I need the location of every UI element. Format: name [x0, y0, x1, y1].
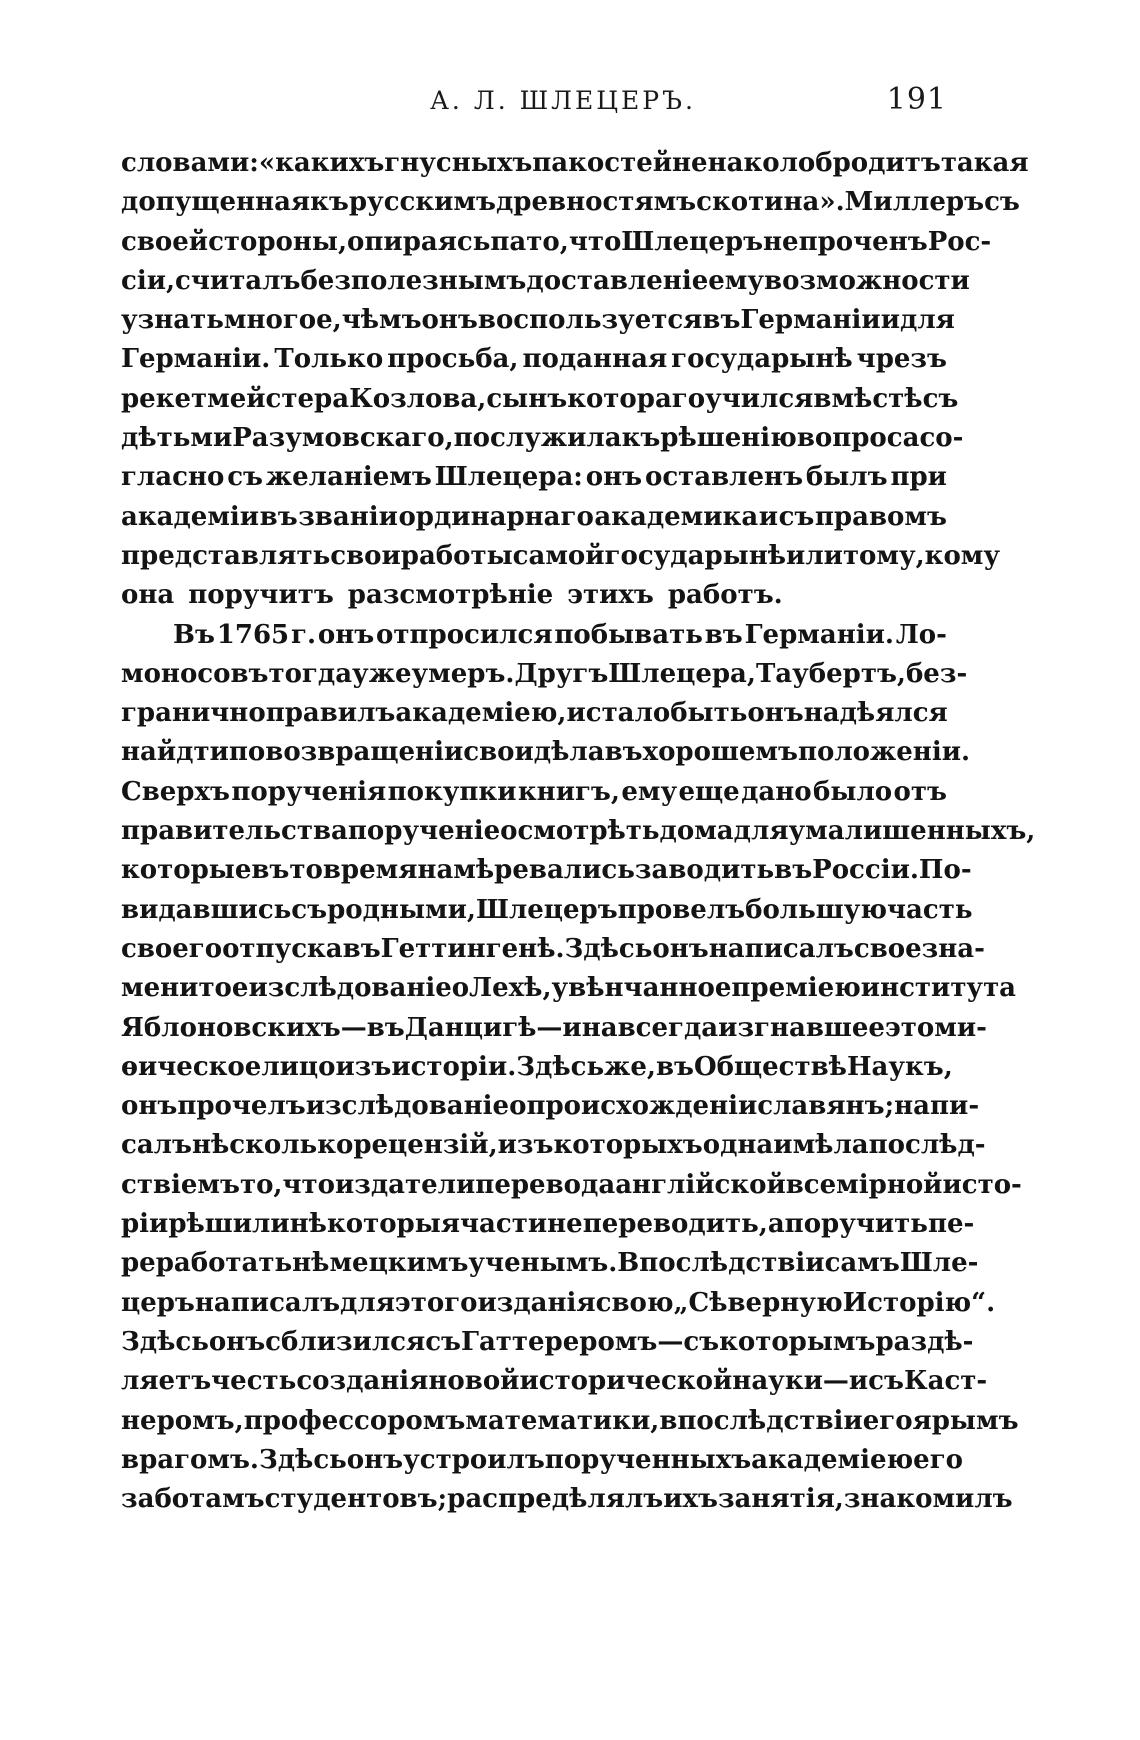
text-line: словами: «какихъ гнусныхъ пакостей не наколобродитъ такая	[121, 148, 1029, 178]
text-line: реработать нѣмецкимъ ученымъ. Впослѣдствіи самъ Шле-	[121, 1248, 979, 1279]
text-line: допущенная къ русскимъ древностямъ скотина». Миллеръ съ	[121, 187, 1020, 218]
text-line: правительства порученіе осмотрѣть дома для умалишенныхъ,	[121, 816, 1036, 847]
text-line: представлять свои работы самой государынѣ или тому, кому	[121, 540, 1001, 571]
text-line: узнать многое, чѣмъ онъ воспользуется въ Германіи и для	[121, 305, 955, 336]
text-line: Въ 1765 г. онъ отпросился побывать въ Германіи. Ло-	[173, 619, 947, 650]
text-line: рекетмейстера Козлова, сынъ котораго учился вмѣстѣ съ	[121, 383, 959, 414]
text-line: ѳическое лицо изъ исторіи. Здѣсь же, въ Обществѣ Наукъ,	[121, 1051, 953, 1082]
text-line: Яблоновскихъ—въ Данцигѣ—и навсегда изгнавшее это ми-	[121, 1012, 987, 1043]
text-line: врагомъ. Здѣсь онъ устроилъ порученныхъ академіею его	[121, 1444, 963, 1475]
text-line: ляетъ честь созданія новой исторической науки—и съ Каст-	[121, 1366, 988, 1397]
text-line: своей стороны, опираясь па то, что Шлецеръ непроченъ Рос-	[121, 226, 992, 257]
text-line: Здѣсь онъ сблизился съ Гаттереромъ—съ которымъ раздѣ-	[121, 1326, 974, 1357]
text-line: менитое изслѣдованіе о Лехѣ, увѣнчанное преміею института	[121, 973, 1017, 1004]
text-line: ствіемъ то, что издатели перевода англійской всемірной исто-	[121, 1169, 1022, 1200]
text-line: найдти по возвращеніи свои дѣла въ хорошемъ положеніи.	[121, 737, 971, 768]
paragraph	[121, 616, 1036, 1520]
text-line: академіи въ званіи ординарнаго академика и съ правомъ	[121, 501, 947, 532]
text-line: неромъ, профессоромъ математики, впослѣдствіи его ярымъ	[121, 1405, 1019, 1436]
text-line: которые въ то время намѣревались заводить въ Россіи. По-	[121, 855, 972, 886]
text-line: своего отпуска въ Геттингенѣ. Здѣсь онъ написалъ свое зна-	[121, 933, 985, 964]
text-line: гранично правилъ академіею, и стало быть онъ надѣялся	[121, 698, 948, 729]
body-text	[121, 144, 1036, 1519]
running-title: А. Л. ШЛЕЦЕРЪ.	[430, 86, 696, 115]
text-line: онъ прочелъ изслѣдованіе о происхожденіи славянъ; напи-	[121, 1091, 980, 1122]
text-line: ріи рѣшили нѣкоторыя части не переводить, а поручить пе-	[121, 1209, 975, 1240]
text-line: салъ нѣсколько рецензій, изъ которыхъ одна имѣла послѣд-	[121, 1130, 986, 1161]
text-line: Сверхъ порученія покупки книгъ, ему еще дано было отъ	[121, 776, 947, 807]
page-number: 191	[886, 82, 947, 117]
text-line: гласно съ желаніемъ Шлецера: онъ оставленъ былъ при	[121, 462, 947, 493]
text-line: дѣтьми Разумовскаго, послужила къ рѣшенію вопроса со-	[121, 423, 964, 454]
paragraph	[121, 144, 1029, 616]
text-line: она поручитъ разсмотрѣніе этихъ работъ.	[121, 580, 783, 611]
text-line: моносовъ тогда уже умеръ. Другъ Шлецера, Таубертъ, без-	[121, 658, 968, 689]
text-line: сіи, считалъ безполезнымъ доставленіе ему возможности	[121, 265, 970, 296]
text-line: церъ написалъ для этого изданія свою „Сѣверную Исторію“.	[121, 1287, 996, 1318]
text-line: видавшись съ родными, Шлецеръ провелъ большую часть	[121, 894, 973, 925]
text-line: Германіи. Только просьба, поданная государынѣ чрезъ	[121, 344, 947, 375]
text-line: заботамъ студентовъ; распредѣлялъ ихъ занятія, знакомилъ	[121, 1484, 1013, 1515]
